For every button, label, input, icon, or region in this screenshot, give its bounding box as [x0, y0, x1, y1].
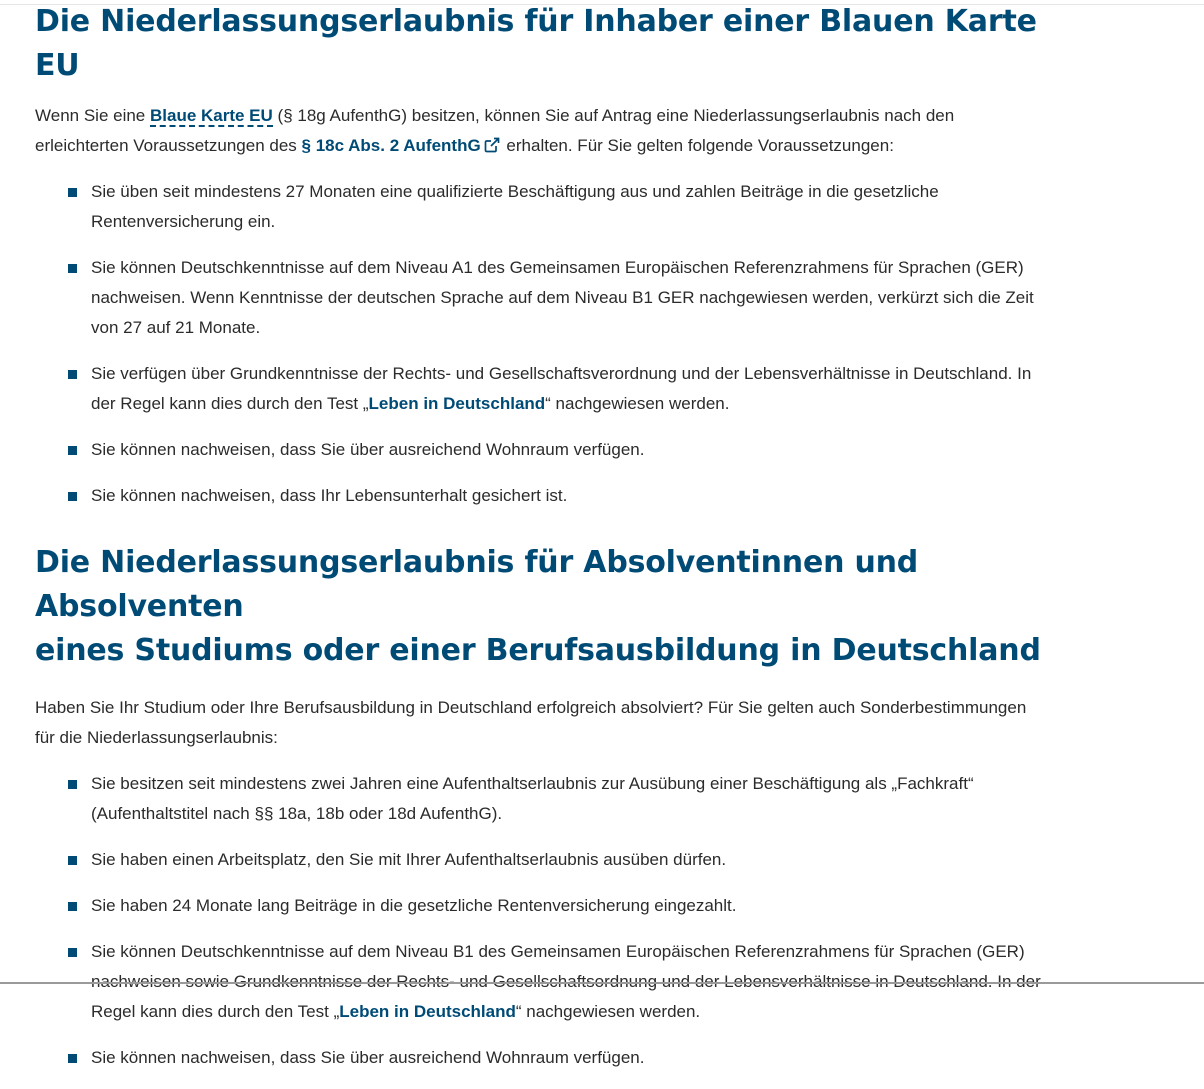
law-link-label: § 18c Abs. 2 AufenthG [301, 136, 481, 155]
leben-in-deutschland-link[interactable]: Leben in Deutschland [368, 394, 546, 413]
list-item-text: Sie können nachweisen, dass Sie über ausreichend Wohnraum verfügen. [91, 440, 645, 459]
list-item-text: Sie üben seit mindestens 27 Monaten eine qualifizierte Beschäftigung aus und zahlen Beiträge in die gesetzliche Rentenversicherung ein. [91, 182, 939, 231]
square-bullet-icon [68, 902, 77, 911]
list-item-text-before: Sie können Deutschkenntnisse auf dem Niveau B1 des Gemeinsamen Europäischen Referenzrahmens für Sprachen (GER) Regel kann dies durch den Test „ [91, 942, 1025, 1021]
bottom-divider [0, 982, 1204, 984]
section-heading-blue-card: Die Niederlassungserlaubnis für Inhaber einer Blauen Karte EU [35, 4, 1037, 83]
square-bullet-icon [68, 492, 77, 501]
list-item [35, 769, 1045, 829]
list-item-text: Sie können nachweisen, dass Sie über ausreichend Wohnraum verfügen. [91, 1048, 645, 1067]
list-item-text: Sie können Deutschkenntnisse auf dem Niveau A1 des Gemeinsamen Europäischen Referenzrahmens für Sprachen (GER) nachweisen. Wenn Kenntnisse der deutschen Sprache auf dem Niveau B1 GER nachgewiesen werden, verkürzt sich die Zeit von 27 auf 21 Monate. [91, 258, 1034, 337]
square-bullet-icon [68, 948, 77, 957]
list-item [35, 845, 1045, 875]
intro-text-3: erhalten. Für Sie gelten folgende Voraussetzungen: [501, 136, 894, 155]
requirements-list-blue-card [35, 177, 1045, 511]
square-bullet-icon [68, 188, 77, 197]
law-link[interactable] [302, 136, 502, 155]
leben-in-deutschland-link[interactable]: Leben in Deutschland [339, 1002, 516, 1021]
list-item [35, 891, 1045, 921]
intro-text-1: Wenn Sie eine [35, 106, 150, 125]
list-item-text: Sie besitzen seit mindestens zwei Jahren eine Aufenthaltserlaubnis zur Ausübung einer Beschäftigung als „Fachkraft“ (Aufenthaltstitel nach §§ 18a, 18b oder 18d AufenthG). [91, 774, 974, 823]
heading-line-1: Die Niederlassungserlaubnis für Absolventinnen und Absolventen [35, 545, 919, 624]
section-intro-graduates: Haben Sie Ihr Studium oder Ihre Berufsausbildung in Deutschland erfolgreich absolviert? Für Sie gelten auch Sonderbestimmungen für die Niederlassungserlaubnis: [35, 698, 1027, 747]
list-item-text-before: Sie verfügen über Grundkenntnisse der Rechts- und Gesellschaftsverordnung und der Lebensverhältnisse in Deutschland. In der Regel kann dies durch den Test „ [91, 364, 1032, 413]
article-content [35, 0, 1045, 1089]
list-item [35, 1043, 1045, 1073]
intro-text-2: (§ 18g AufenthG) besitzen, können Sie auf Antrag eine Niederlassungserlaubnis nach den erleichterten Voraussetzungen des [35, 106, 955, 155]
square-bullet-icon [68, 446, 77, 455]
list-item-text: Sie können nachweisen, dass Ihr Lebensunterhalt gesichert ist. [91, 486, 568, 505]
list-item-text: Sie haben 24 Monate lang Beiträge in die gesetzliche Rentenversicherung eingezahlt. [91, 896, 737, 915]
list-item [35, 177, 1045, 237]
square-bullet-icon [68, 780, 77, 789]
square-bullet-icon [68, 264, 77, 273]
square-bullet-icon [68, 1054, 77, 1063]
square-bullet-icon [68, 370, 77, 379]
list-item [35, 359, 1045, 419]
square-bullet-icon [68, 856, 77, 865]
list-item-text: Sie haben einen Arbeitsplatz, den Sie mit Ihrer Aufenthaltserlaubnis ausüben dürfen. [91, 850, 727, 869]
list-item [35, 481, 1045, 511]
heading-line-2: eines Studiums oder einer Berufsausbildung in Deutschland [35, 633, 1041, 668]
list-item [35, 253, 1045, 343]
list-item [35, 435, 1045, 465]
external-link-icon [484, 137, 500, 153]
section-intro-blue-card [35, 101, 1045, 161]
blue-card-link[interactable]: Blaue Karte EU [149, 106, 273, 125]
list-item-text-after: “ nachgewiesen werden. [515, 1002, 701, 1021]
section-heading-graduates [35, 541, 1045, 673]
list-item-text-after: “ nachgewiesen werden. [545, 394, 730, 413]
requirements-list-graduates [35, 769, 1045, 1073]
